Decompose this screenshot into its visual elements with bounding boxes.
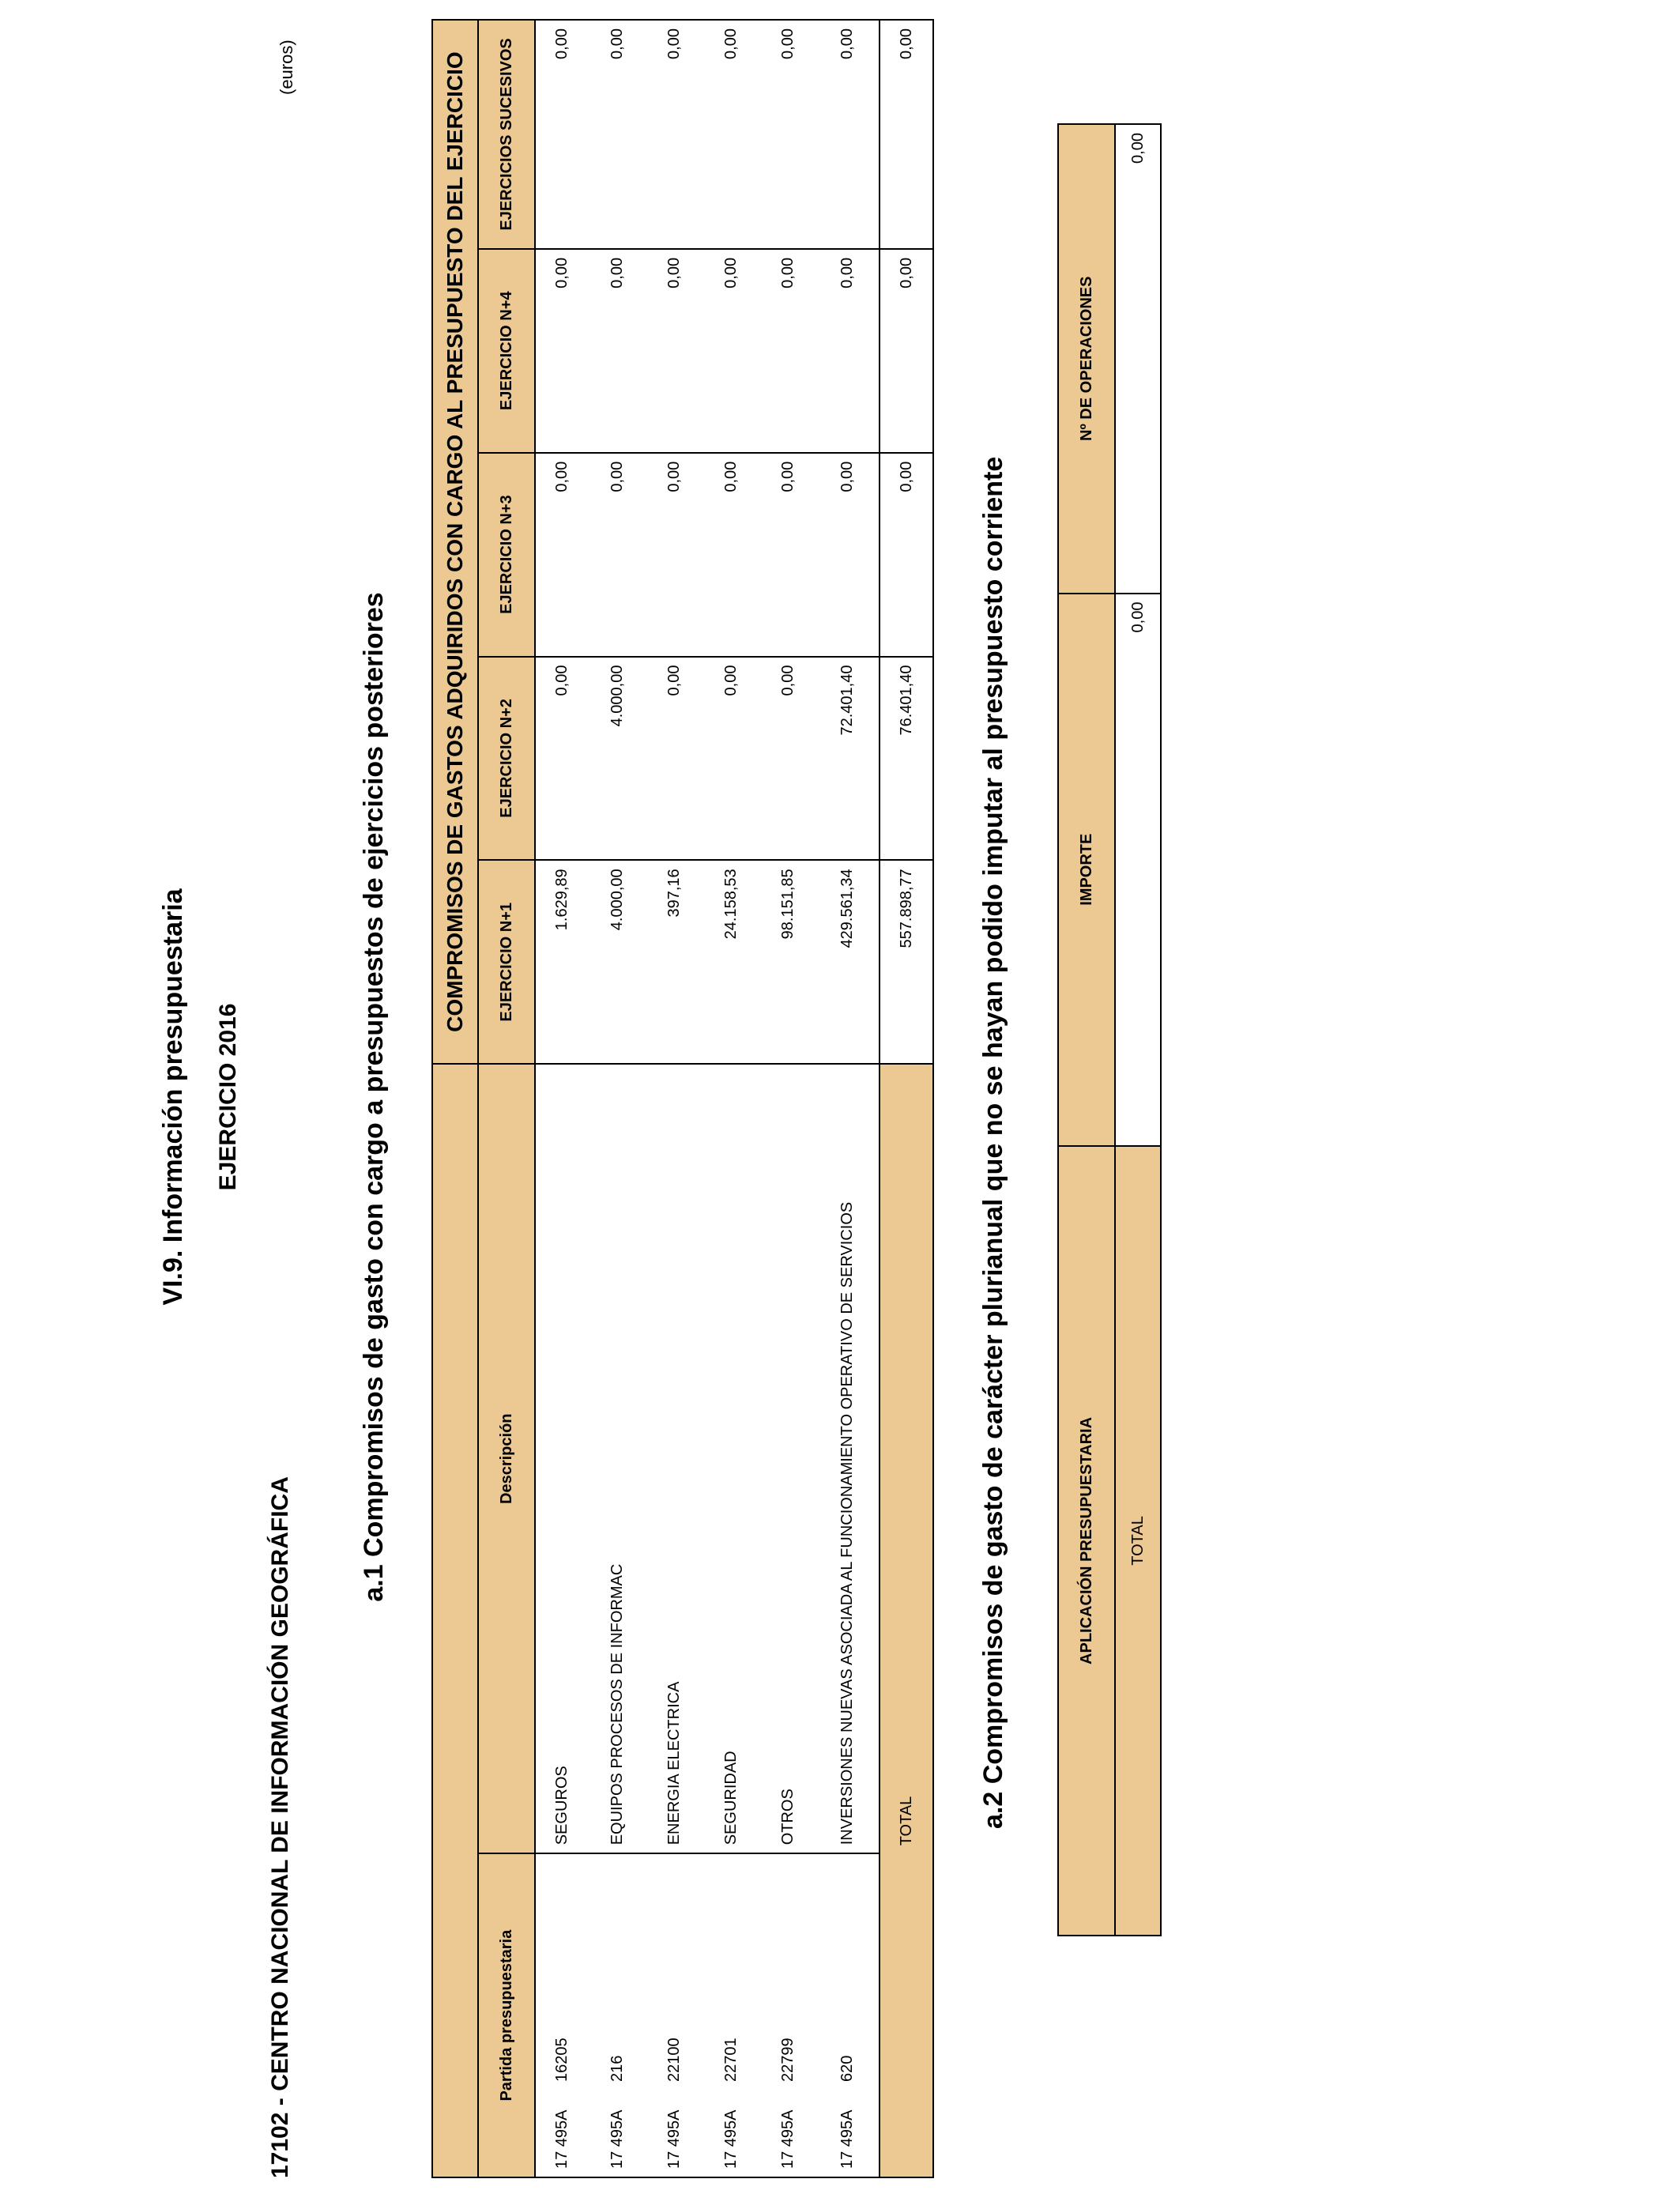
plurianual-table xyxy=(1057,123,1162,1936)
page-title: VI.9. Información presupuestaria xyxy=(158,888,188,1306)
n2-cell: 0,00 xyxy=(759,657,816,861)
col-header-descripcion: Descripción xyxy=(478,1064,535,1853)
n4-cell: 0,00 xyxy=(816,249,880,453)
sucesivos-cell: 0,00 xyxy=(589,20,646,249)
n3-cell: 0,00 xyxy=(646,453,703,657)
n1-cell: 1.629,89 xyxy=(535,860,589,1064)
n4-cell: 0,00 xyxy=(703,249,759,453)
n3-cell: 0,00 xyxy=(703,453,759,657)
n2-cell: 0,00 xyxy=(646,657,703,861)
description-cell: INVERSIONES NUEVAS ASOCIADA AL FUNCIONAMIENTO OPERATIVO DE SERVICIOS xyxy=(816,1064,880,1853)
table-row xyxy=(589,20,646,2177)
economic-code: 22100 xyxy=(665,2038,683,2082)
col-header-n4: EJERCICIO N+4 xyxy=(478,249,535,453)
economic-code: 22799 xyxy=(778,2038,797,2082)
description-cell: SEGUROS xyxy=(535,1064,589,1853)
partida-cell xyxy=(589,1853,646,2177)
col-header-sucesivos: EJERCICIOS SUCESIVOS xyxy=(478,20,535,249)
economic-code: 16205 xyxy=(553,2038,571,2082)
col-header-partida: Partida presupuestaria xyxy=(478,1853,535,2177)
n2-cell: 72.401,40 xyxy=(816,657,880,861)
program-code: 17 495A xyxy=(721,2109,740,2169)
col-header-n2: EJERCICIO N+2 xyxy=(478,657,535,861)
col-header-aplicacion: APLICACIÓN PRESUPUESTARIA xyxy=(1058,1146,1115,1936)
col-header-n1: EJERCICIO N+1 xyxy=(478,860,535,1064)
total-n4: 0,00 xyxy=(880,249,933,453)
economic-code: 620 xyxy=(838,2055,856,2082)
program-code: 17 495A xyxy=(778,2109,797,2169)
description-cell: EQUIPOS PROCESOS DE INFORMAC xyxy=(589,1064,646,1853)
table-row xyxy=(703,20,759,2177)
n4-cell: 0,00 xyxy=(535,249,589,453)
group-header: COMPROMISOS DE GASTOS ADQUIRIDOS CON CARGO AL PRESUPUESTO DEL EJERCICIO xyxy=(432,20,478,1064)
table-row xyxy=(535,20,589,2177)
n1-cell: 4.000,00 xyxy=(589,860,646,1064)
a2-total-label: TOTAL xyxy=(1115,1146,1161,1936)
organization-name: 17102 - CENTRO NACIONAL DE INFORMACIÓN GEOGRÁFICA xyxy=(267,1476,293,2178)
total-n1: 557.898,77 xyxy=(880,860,933,1064)
partida-cell xyxy=(535,1853,589,2177)
sucesivos-cell: 0,00 xyxy=(646,20,703,249)
n1-cell: 397,16 xyxy=(646,860,703,1064)
sucesivos-cell: 0,00 xyxy=(816,20,880,249)
table-row xyxy=(759,20,816,2177)
partida-cell xyxy=(816,1853,880,2177)
sucesivos-cell: 0,00 xyxy=(535,20,589,249)
program-code: 17 495A xyxy=(608,2109,626,2169)
n3-cell: 0,00 xyxy=(816,453,880,657)
currency-units: (euros) xyxy=(277,40,296,95)
sucesivos-cell: 0,00 xyxy=(703,20,759,249)
fiscal-year: EJERCICIO 2016 xyxy=(215,1003,241,1191)
n4-cell: 0,00 xyxy=(589,249,646,453)
economic-code: 216 xyxy=(608,2055,626,2082)
sucesivos-cell: 0,00 xyxy=(759,20,816,249)
program-code: 17 495A xyxy=(553,2109,571,2169)
table-row xyxy=(816,20,880,2177)
description-cell: SEGURIDAD xyxy=(703,1064,759,1853)
n1-cell: 98.151,85 xyxy=(759,860,816,1064)
economic-code: 22701 xyxy=(721,2038,740,2082)
n3-cell: 0,00 xyxy=(589,453,646,657)
description-cell: ENERGIA ELECTRICA xyxy=(646,1064,703,1853)
partida-cell xyxy=(759,1853,816,2177)
partida-cell xyxy=(646,1853,703,2177)
section-a2-title: a.2 Compromisos de gasto de carácter plurianual que no se hayan podido imputar al presupuesto corriente xyxy=(978,456,1008,1829)
total-label: TOTAL xyxy=(880,1064,933,1853)
n4-cell: 0,00 xyxy=(759,249,816,453)
a2-total-importe: 0,00 xyxy=(1115,594,1161,1146)
n2-cell: 0,00 xyxy=(535,657,589,861)
description-cell: OTROS xyxy=(759,1064,816,1853)
partida-cell xyxy=(703,1853,759,2177)
n1-cell: 24.158,53 xyxy=(703,860,759,1064)
col-header-importe: IMPORTE xyxy=(1058,594,1115,1146)
n2-cell: 4.000,00 xyxy=(589,657,646,861)
header-blank xyxy=(432,1064,478,2177)
total-blank xyxy=(880,1853,933,2177)
a2-total-operaciones: 0,00 xyxy=(1115,124,1161,594)
col-header-n3: EJERCICIO N+3 xyxy=(478,453,535,657)
commitments-table xyxy=(431,19,934,2178)
program-code: 17 495A xyxy=(838,2109,856,2169)
n1-cell: 429.561,34 xyxy=(816,860,880,1064)
total-n3: 0,00 xyxy=(880,453,933,657)
n3-cell: 0,00 xyxy=(535,453,589,657)
total-sucesivos: 0,00 xyxy=(880,20,933,249)
total-n2: 76.401,40 xyxy=(880,657,933,861)
table-row xyxy=(646,20,703,2177)
n3-cell: 0,00 xyxy=(759,453,816,657)
col-header-operaciones: Nº DE OPERACIONES xyxy=(1058,124,1115,594)
n4-cell: 0,00 xyxy=(646,249,703,453)
program-code: 17 495A xyxy=(665,2109,683,2169)
section-a1-title: a.1 Compromisos de gasto con cargo a presupuestos de ejercicios posteriores xyxy=(359,592,389,1602)
n2-cell: 0,00 xyxy=(703,657,759,861)
